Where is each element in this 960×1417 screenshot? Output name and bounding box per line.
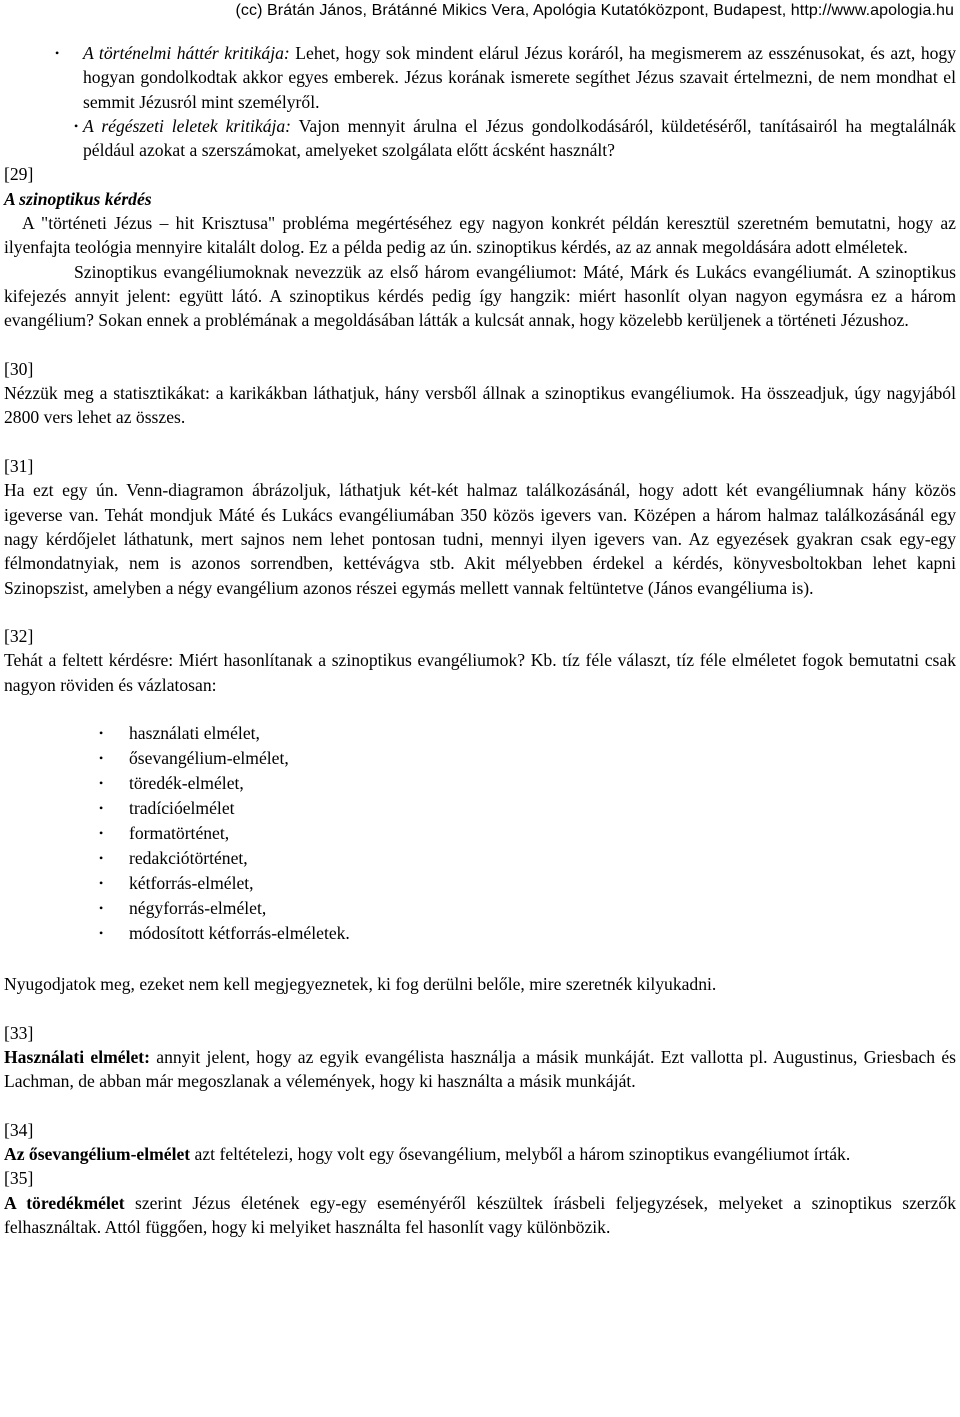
list-item xyxy=(4,746,956,771)
bullet-icon: • xyxy=(99,751,104,766)
list-item xyxy=(4,721,956,746)
bullet-icon: • xyxy=(74,118,79,133)
list-item-text: tradícióelmélet xyxy=(129,798,235,819)
bullet-icon: • xyxy=(99,926,104,941)
list-item-text: formatörténet, xyxy=(129,823,230,844)
bullet-icon: • xyxy=(99,876,104,891)
paragraph-text: annyit jelent, hogy az egyik evangélista használja a másik munkáját. Ezt vallotta pl. Augustinus, Griesbach és Lachman, de abban már megoszlanak a vélemények, hogy ki használta a másik munkáját. xyxy=(4,1046,956,1092)
paragraph-text: azt feltételezi, hogy volt egy ősevangélium, melyből a három szinoptikus evangéliumot írták. xyxy=(190,1144,851,1165)
section-number-33: [33] xyxy=(4,1022,34,1043)
paragraph: Ha ezt egy ún. Venn-diagramon ábrázoljuk, láthatjuk két-két halmaz találkozásánál, hogy adott két evangéliumnak hány közös igeverse van. Tehát mondjuk Máté és Lukács evangéliumában 350 közös igevers van. Középen a három halmaz találkozásánál egy nagy kérdőjelet láthatunk, mert sajnos nem lehet pontosan tudni, mennyi ilyen igevers van. Az egyezések gyakran csak egy-egy félmondatnyiak, nem is azonos sorrendben, kettévágva stb. Akit mélyebben érdekel a kérdés, könyvesboltokban lehet kapni Szinopszist, amelyben a négy evangélium azonos részei egymás mellett vannak feltüntetve (János evangéliuma is). xyxy=(4,480,956,598)
paragraph xyxy=(4,1142,956,1166)
critique-bullet-list-2 xyxy=(4,114,956,163)
bullet-icon: • xyxy=(99,776,104,791)
paragraph: Nézzük meg a statisztikákat: a karikákban láthatjuk, hány versből állnak a szinoptikus evangéliumok. Ha összeadjuk, úgy nagyjából 2800 vers lehet az összes. xyxy=(4,383,956,428)
bullet-label: A régészeti leletek kritikája: xyxy=(83,115,292,136)
paragraph xyxy=(4,1045,956,1094)
bullet-icon: • xyxy=(55,46,60,60)
bullet-icon: • xyxy=(99,851,104,866)
list-item-text: töredék-elmélet, xyxy=(129,773,244,794)
section-number-32: [32] xyxy=(4,626,34,647)
section-number-29: [29] xyxy=(4,164,34,185)
theory-list xyxy=(4,721,956,946)
page-header: (cc) Brátán János, Brátánné Mikics Vera, Apológia Kutatóközpont, Budapest, http://www.apologia.hu xyxy=(235,2,954,19)
paragraph: A "történeti Jézus – hit Krisztusa" probléma megértéséhez egy nagyon konkrét példán keresztül szeretném bemutatni, hogy az ilyenfajta teológia mennyire kitalált dolog. Ez a példa pedig az ún. szinoptikus kérdés, az az annak megoldására adott elméletek. xyxy=(4,213,956,258)
section-number-31: [31] xyxy=(4,456,34,477)
critique-bullet-list xyxy=(4,41,956,114)
list-item xyxy=(4,41,956,114)
section-number-35: [35] xyxy=(4,1168,34,1189)
paragraph: Tehát a feltett kérdésre: Miért hasonlítanak a szinoptikus evangéliumok? Kb. tíz féle választ, tíz féle elméletet fogok bemutatni csak nagyon röviden és vázlatosan: xyxy=(4,650,956,695)
bullet-label: A történelmi háttér kritikája: xyxy=(83,43,290,63)
paragraph: Szinoptikus evangéliumoknak nevezzük az első három evangéliumot: Máté, Márk és Lukács evangéliumát. A szinoptikus kifejezés annyit jelent: együtt látó. A szinoptikus kérdés pedig így hangzik: miért hasonlít olyan nagyon egymásra ez a három evangélium? Sokan ennek a problémának a megoldásában látták a kulcsát annak, hogy közelebb kerüljenek a történeti Jézushoz. xyxy=(4,261,956,331)
paragraph: Nyugodjatok meg, ezeket nem kell megjegyeznetek, ki fog derülni belőle, mire szeretnék kilyukadni. xyxy=(4,974,717,995)
bullet-icon: • xyxy=(99,826,104,841)
bullet-text: Lehet, hogy sok mindent elárul Jézus koráról, ha megismerem az esszénusokat, és azt, hogy hogyan gondolkodtak akkor egyes emberek. Jézus korának ismerete segíthet Jézus szavait értelmezni, de nem mondhat el semmit Jézusról mint személyről. xyxy=(83,43,957,112)
bullet-text: Vajon mennyit árulna el Jézus gondolkodásáról, küldetéséről, tanításairól ha megtalálnák például azokat a szerszámokat, amelyeket szolgálata előtt ácsként használt? xyxy=(83,115,956,161)
list-item xyxy=(4,771,956,796)
list-item-text: ősevangélium-elmélet, xyxy=(129,748,289,769)
paragraph-text: szerint Jézus életének egy-egy eseményéről készültek írásbeli feljegyzések, melyeket a szinoptikus szerzők felhasználtak. Attól függően, hogy ki melyiket használta fel hasonlít vagy különbözik. xyxy=(4,1192,956,1237)
paragraph xyxy=(4,1191,956,1240)
document-body xyxy=(4,41,956,1239)
bullet-icon: • xyxy=(99,801,104,816)
list-item-text: négyforrás-elmélet, xyxy=(129,898,267,919)
list-item xyxy=(4,846,956,871)
list-item xyxy=(4,114,956,163)
list-item xyxy=(4,796,956,821)
list-item xyxy=(4,896,956,921)
list-item xyxy=(4,921,956,946)
list-item-text: redakciótörténet, xyxy=(129,848,248,869)
list-item-text: kétforrás-elmélet, xyxy=(129,873,254,894)
list-item xyxy=(4,871,956,896)
bullet-icon: • xyxy=(99,901,104,916)
list-item xyxy=(4,821,956,846)
term-bold: Használati elmélet: xyxy=(4,1046,151,1067)
section-number-30: [30] xyxy=(4,358,34,379)
section-title: A szinoptikus kérdés xyxy=(4,188,152,209)
bullet-icon: • xyxy=(99,726,104,741)
list-item-text: módosított kétforrás-elméletek. xyxy=(129,923,350,944)
term-bold: A töredékmélet xyxy=(4,1192,125,1213)
section-number-34: [34] xyxy=(4,1119,34,1140)
term-bold: Az ősevangélium-elmélet xyxy=(4,1144,191,1165)
list-item-text: használati elmélet, xyxy=(129,723,260,744)
